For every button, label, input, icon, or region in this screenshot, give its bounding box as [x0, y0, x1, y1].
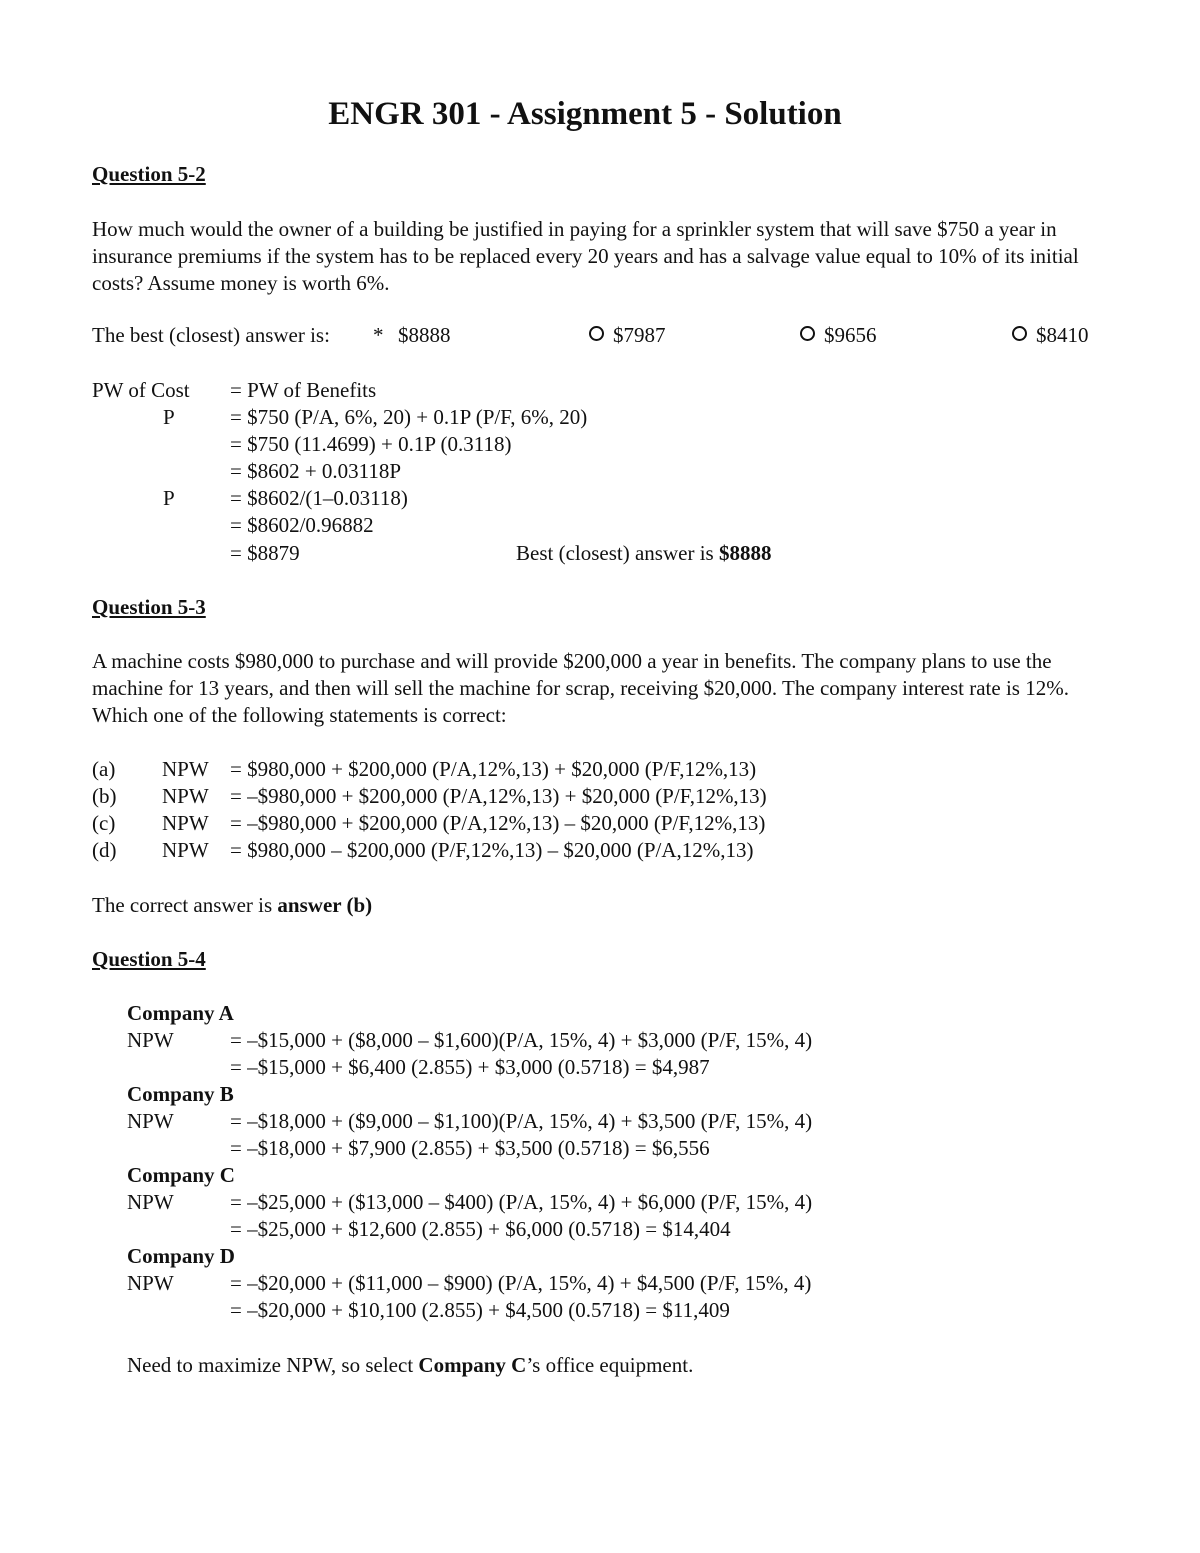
option-3	[800, 322, 877, 349]
work-label: P	[163, 405, 175, 429]
option-1: $8888	[398, 323, 451, 347]
correct-answer	[92, 892, 372, 919]
option-label: NPW	[162, 811, 209, 835]
best-answer	[516, 540, 771, 567]
npw-line: = –$20,000 + ($11,000 – $900) (P/A, 15%, 4) + $4,500 (P/F, 15%, 4)	[230, 1271, 812, 1295]
company-name: Company B	[127, 1082, 234, 1106]
radio-icon	[800, 326, 815, 341]
conclusion-choice: Company C	[418, 1353, 527, 1377]
option-4-label: $8410	[1036, 323, 1089, 347]
company-name: Company A	[127, 1001, 234, 1025]
work-label: PW of Cost	[92, 378, 190, 402]
option-expr: = –$980,000 + $200,000 (P/A,12%,13) – $20,000 (P/F,12%,13)	[230, 811, 766, 835]
npw-line: = –$20,000 + $10,100 (2.855) + $4,500 (0.5718) = $11,409	[230, 1298, 730, 1322]
option-expr: = $980,000 – $200,000 (P/F,12%,13) – $20,000 (P/A,12%,13)	[230, 838, 754, 862]
question-5-4-heading: Question 5-4	[92, 947, 206, 971]
option-letter: (a)	[92, 757, 116, 781]
npw-label: NPW	[127, 1271, 174, 1295]
work-expr: = $750 (11.4699) + 0.1P (0.3118)	[230, 432, 512, 456]
work-label: P	[163, 486, 175, 510]
npw-line: = –$25,000 + $12,600 (2.855) + $6,000 (0.5718) = $14,404	[230, 1217, 731, 1241]
option-expr: = $980,000 + $200,000 (P/A,12%,13) + $20,000 (P/F,12%,13)	[230, 757, 757, 781]
work-expr: = $8602/0.96882	[230, 513, 374, 537]
npw-line: = –$25,000 + ($13,000 – $400) (P/A, 15%, 4) + $6,000 (P/F, 15%, 4)	[230, 1190, 813, 1214]
question-5-2-heading: Question 5-2	[92, 162, 206, 186]
work-expr: = $750 (P/A, 6%, 20) + 0.1P (P/F, 6%, 20)	[230, 405, 588, 429]
npw-label: NPW	[127, 1190, 174, 1214]
option-label: NPW	[162, 838, 209, 862]
best-answer-value: $8888	[718, 541, 772, 565]
conclusion-suffix: ’s office equipment.	[526, 1353, 694, 1377]
npw-label: NPW	[127, 1109, 174, 1133]
npw-line: = –$15,000 + ($8,000 – $1,600)(P/A, 15%, 4) + $3,000 (P/F, 15%, 4)	[230, 1028, 813, 1052]
option-letter: (b)	[92, 784, 117, 808]
work-expr: = PW of Benefits	[230, 378, 377, 402]
question-5-3-heading: Question 5-3	[92, 595, 206, 619]
work-expr: = $8602/(1–0.03118)	[230, 486, 408, 510]
best-answer-text: Best (closest) answer is	[516, 541, 714, 565]
conclusion	[127, 1352, 693, 1379]
npw-line: = –$18,000 + ($9,000 – $1,100)(P/A, 15%, 4) + $3,500 (P/F, 15%, 4)	[230, 1109, 813, 1133]
company-name: Company C	[127, 1163, 235, 1187]
conclusion-text: Need to maximize NPW, so select	[127, 1353, 414, 1377]
work-expr: = $8602 + 0.03118P	[230, 459, 402, 483]
option-letter: (c)	[92, 811, 116, 835]
option-label: NPW	[162, 784, 209, 808]
npw-line: = –$18,000 + $7,900 (2.855) + $3,500 (0.5718) = $6,556	[230, 1136, 710, 1160]
option-letter: (d)	[92, 838, 117, 862]
selected-marker: *	[373, 323, 384, 347]
option-2	[589, 322, 666, 349]
company-name: Company D	[127, 1244, 235, 1268]
radio-icon	[1012, 326, 1027, 341]
correct-answer-value: answer (b)	[277, 893, 373, 917]
question-5-3-text: A machine costs $980,000 to purchase and will provide $200,000 a year in benefits. The company plans to use the machine for 13 years, and then will sell the machine for scrap, receiving $20,000. The company interest rate is 12%. Which one of the following statements is correct:	[92, 649, 1069, 727]
work-expr: = $8879	[230, 541, 300, 565]
radio-icon	[589, 326, 604, 341]
option-2-label: $7987	[613, 323, 666, 347]
npw-line: = –$15,000 + $6,400 (2.855) + $3,000 (0.5718) = $4,987	[230, 1055, 710, 1079]
option-expr: = –$980,000 + $200,000 (P/A,12%,13) + $20,000 (P/F,12%,13)	[230, 784, 767, 808]
question-5-2-text: How much would the owner of a building be justified in paying for a sprinkler system that will save $750 a year in insurance premiums if the system has to be replaced every 20 years and has a salvage value equal to 10% of its initial costs? Assume money is worth 6%.	[92, 217, 1079, 295]
correct-answer-text: The correct answer is	[92, 893, 273, 917]
option-4	[1012, 322, 1089, 349]
answer-prompt: The best (closest) answer is:	[92, 323, 330, 347]
npw-label: NPW	[127, 1028, 174, 1052]
page-title: ENGR 301 - Assignment 5 - Solution	[328, 96, 842, 132]
option-label: NPW	[162, 757, 209, 781]
option-3-label: $9656	[824, 323, 877, 347]
